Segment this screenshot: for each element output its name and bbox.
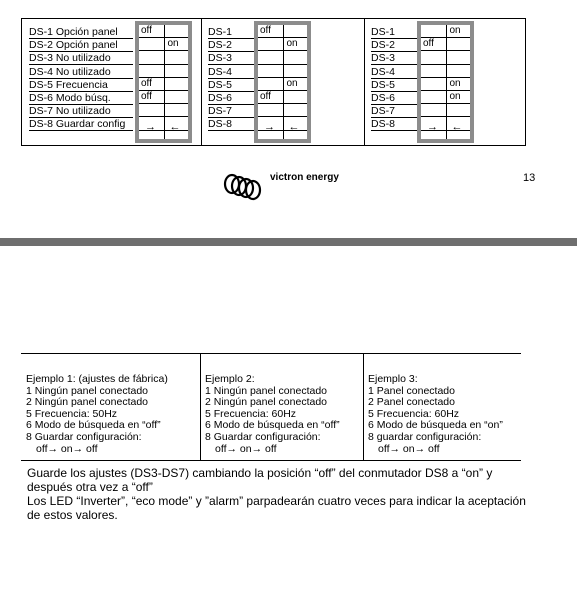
switch-state-left: → — [145, 121, 156, 134]
example-line: 1 Ningún panel conectado — [26, 384, 149, 397]
switch-label: DS-8 — [371, 118, 395, 131]
switch-row-label — [29, 26, 133, 39]
switch-state-right: on — [449, 25, 461, 36]
switch-state-right: ← — [169, 121, 181, 134]
page-separator — [0, 238, 577, 246]
switch-row-line — [258, 103, 307, 104]
switch-row-line — [258, 77, 307, 78]
switch-block — [254, 21, 311, 143]
page-number: 13 — [523, 172, 536, 184]
switch-row-label — [29, 105, 133, 118]
switch-state-right: on — [167, 38, 179, 50]
switch-label: DS-4 No utilizado — [29, 65, 111, 78]
switch-label: DS-2 — [371, 39, 395, 52]
switch-state-left: off — [260, 91, 271, 102]
switch-row-line — [139, 116, 188, 117]
column-divider — [364, 19, 365, 145]
row-underline — [371, 130, 417, 131]
example-title: Ejemplo 1: (ajustes de fábrica) — [26, 373, 168, 385]
switch-block — [417, 21, 474, 143]
example-line: 2 Panel conectado — [368, 396, 455, 409]
switch-state-left: → — [427, 121, 438, 134]
switch-label: DS-4 — [371, 65, 395, 78]
switch-state-left: off — [141, 91, 152, 102]
switch-label: DS-2 — [208, 39, 232, 52]
switch-row-line — [258, 37, 307, 38]
row-underline — [208, 130, 254, 131]
dip-switch-table — [21, 18, 526, 146]
switch-row-line — [258, 116, 307, 117]
switch-row-label — [29, 39, 133, 52]
switch-row-line — [139, 37, 188, 38]
switch-label: DS-6 — [371, 92, 395, 104]
switch-row-label — [371, 66, 417, 79]
instruction-line-2: después otra vez a “off” — [27, 480, 153, 494]
switch-row-label — [371, 79, 417, 92]
switch-label: DS-1 Opción panel — [29, 26, 118, 38]
example-3 — [368, 374, 503, 455]
switch-label: DS-2 Opción panel — [29, 39, 118, 52]
switch-state-left: off — [141, 25, 152, 36]
brand-name: victron energy — [270, 172, 339, 183]
switch-row-label — [371, 118, 417, 131]
switch-divider — [164, 25, 165, 139]
example-1 — [26, 374, 168, 455]
switch-label: DS-8 — [208, 118, 232, 131]
example-line: 5 Frecuencia: 50Hz — [26, 407, 118, 420]
switch-row-label — [371, 105, 417, 118]
example-title: Ejemplo 3: — [368, 373, 418, 385]
switch-label: DS-6 — [208, 92, 232, 104]
switch-divider — [446, 25, 447, 139]
switch-row-line — [421, 50, 470, 51]
switch-label: DS-7 — [371, 105, 395, 118]
switch-label: DS-3 No utilizado — [29, 52, 111, 65]
row-underline — [29, 130, 133, 131]
switch-row-label — [208, 52, 254, 65]
switch-row-label — [208, 66, 254, 79]
switch-row-label — [29, 79, 133, 92]
switch-label: DS-1 — [208, 26, 232, 38]
switch-state-left: → — [264, 121, 275, 134]
switch-state-left: off — [260, 25, 271, 36]
switch-state-right: on — [286, 77, 298, 89]
switch-divider — [283, 25, 284, 139]
switch-label: DS-3 — [371, 52, 395, 65]
switch-state-right: on — [449, 77, 461, 89]
example-line: 5 Frecuencia: 60Hz — [205, 407, 297, 420]
example-line: 6 Modo de búsqueda en “off” — [26, 419, 161, 432]
switch-row-label — [371, 39, 417, 52]
switch-row-line — [139, 50, 188, 51]
switch-state-right: on — [286, 38, 298, 50]
switch-row-label — [371, 92, 417, 105]
switch-label: DS-7 — [208, 105, 232, 118]
switch-label: DS-3 — [208, 52, 232, 65]
switch-row-line — [421, 103, 470, 104]
switch-row-line — [258, 50, 307, 51]
example-line: 1 Panel conectado — [368, 384, 455, 397]
switch-state-right: ← — [288, 121, 300, 134]
example-line: 1 Ningún panel conectado — [205, 384, 328, 397]
switch-block — [135, 21, 192, 143]
example-2 — [205, 374, 340, 455]
switch-label: DS-6 Modo búsq. — [29, 92, 111, 104]
switch-row-label — [371, 26, 417, 39]
switch-state-left: off — [141, 77, 152, 89]
switch-label: DS-5 Frecuencia — [29, 78, 108, 91]
switch-row-label — [208, 105, 254, 118]
switch-row-line — [421, 64, 470, 65]
switch-label: DS-7 No utilizado — [29, 105, 111, 118]
switch-state-right: on — [449, 91, 461, 102]
examples-table — [21, 353, 521, 461]
switch-row-label — [29, 118, 133, 131]
victron-logo-icon — [222, 172, 266, 204]
column-divider — [201, 19, 202, 145]
switch-label: DS-4 — [208, 65, 232, 78]
switch-row-line — [421, 77, 470, 78]
example-line: off→ on→ off — [215, 442, 277, 455]
switch-state-right: ← — [451, 121, 463, 134]
switch-label: DS-1 — [371, 26, 395, 38]
switch-row-label — [29, 92, 133, 105]
switch-row-line — [421, 116, 470, 117]
instruction-line-4: de estos valores. — [27, 508, 118, 522]
switch-row-label — [29, 52, 133, 65]
switch-row-line — [139, 103, 188, 104]
switch-row-label — [371, 52, 417, 65]
example-title: Ejemplo 2: — [205, 373, 255, 385]
example-line: 8 Guardar configuración: — [205, 430, 321, 443]
switch-row-label — [208, 79, 254, 92]
example-line: 5 Frecuencia: 60Hz — [368, 407, 460, 420]
switch-label: DS-8 Guardar config — [29, 118, 126, 131]
example-line: 2 Ningún panel conectado — [205, 396, 328, 409]
switch-state-left: off — [423, 38, 434, 50]
column-divider — [200, 354, 201, 460]
example-line: 8 Guardar configuración: — [26, 430, 142, 443]
instruction-line-1: Guarde los ajustes (DS3-DS7) cambiando la posición “off” del conmutador DS8 a “on” y — [27, 466, 493, 480]
example-line: 6 Modo de búsqueda en “off” — [205, 419, 340, 432]
column-divider — [363, 354, 364, 460]
instruction-line-3: Los LED “Inverter”, “eco mode” y ”alarm” parpadearán cuatro veces para indicar la aceptación — [27, 494, 526, 508]
example-line: 8 guardar configuración: — [368, 430, 482, 443]
switch-row-line — [139, 64, 188, 65]
switch-row-line — [421, 90, 470, 91]
switch-label: DS-5 — [208, 78, 232, 91]
example-line: off→ on→ off — [378, 442, 440, 455]
example-line: off→ on→ off — [36, 442, 98, 455]
example-line: 6 Modo de búsqueda en “on” — [368, 419, 503, 432]
switch-label: DS-5 — [371, 78, 395, 91]
switch-row-label — [29, 66, 133, 79]
switch-row-label — [208, 26, 254, 39]
example-line: 2 Ningún panel conectado — [26, 396, 149, 409]
switch-row-line — [258, 64, 307, 65]
switch-row-label — [208, 92, 254, 105]
switch-row-label — [208, 118, 254, 131]
switch-row-label — [208, 39, 254, 52]
